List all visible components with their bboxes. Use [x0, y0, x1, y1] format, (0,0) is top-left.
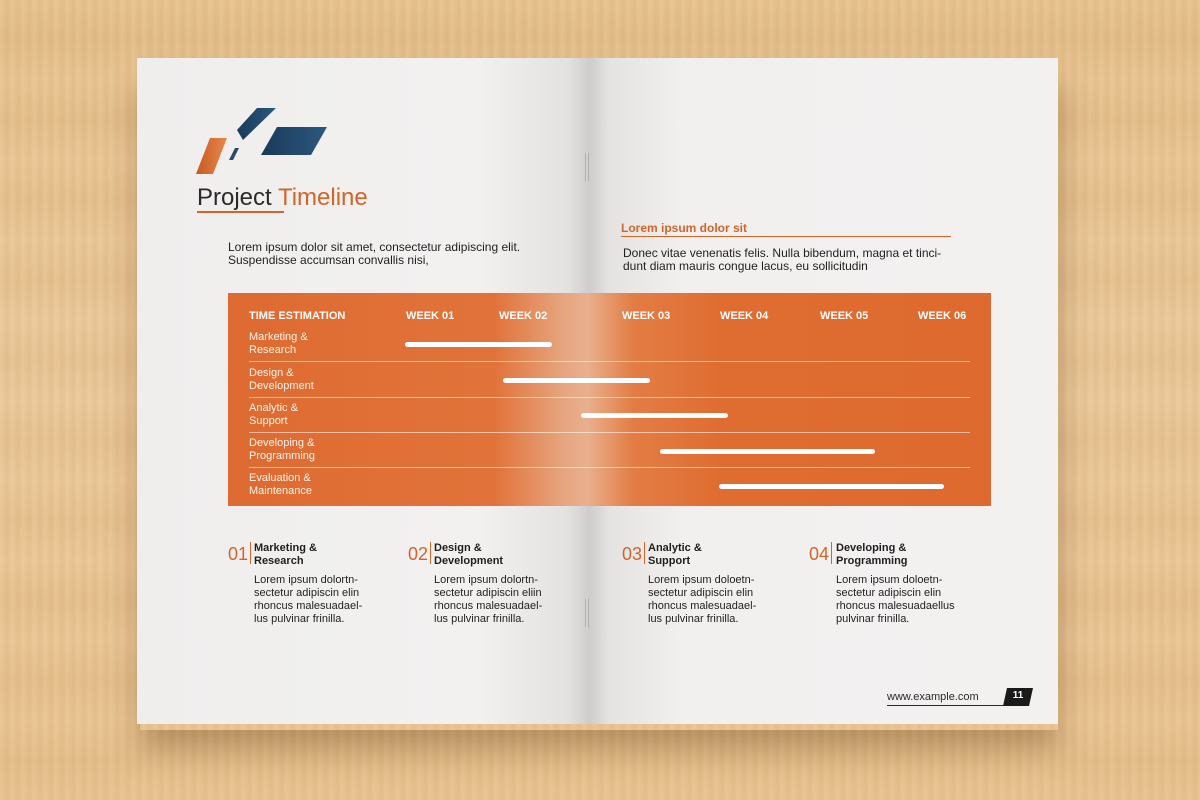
intro-left-line1: Lorem ipsum dolor sit amet, consectetur adipiscing elit.	[228, 240, 521, 254]
step-text-line: rhoncus malesuadaellus	[836, 600, 955, 612]
right-heading-underline	[621, 236, 951, 237]
row-label-line: Analytic &	[249, 402, 298, 414]
step-text-line: Lorem ipsum dolortn-	[254, 574, 358, 586]
step-text-01	[254, 574, 394, 626]
header-week-03: WEEK 03	[622, 310, 671, 322]
title-accent: Timeline	[277, 184, 368, 211]
header-week-06: WEEK 06	[918, 310, 967, 322]
header-time-estimation: TIME ESTIMATION	[249, 310, 346, 322]
step-title-line: Research	[254, 555, 304, 567]
row-label-line: Design &	[249, 367, 294, 379]
intro-left-line2: Suspendisse accumsan convallis nisi,	[228, 253, 429, 267]
step-title-line: Support	[648, 555, 691, 567]
row-label-marketing	[249, 331, 308, 357]
gantt-bar-marketing	[405, 342, 552, 347]
step-text-line: Lorem ipsum doloetn-	[648, 574, 755, 586]
step-text-line: lus pulvinar frinilla.	[434, 613, 525, 625]
row-separator	[249, 397, 970, 398]
step-text-line: sectetur adipiscin elin	[836, 587, 942, 599]
gantt-bar-design	[503, 378, 650, 383]
step-title-line: Developing &	[836, 542, 907, 554]
step-text-line: rhoncus malesuadael-	[648, 600, 757, 612]
step-title-line: Analytic &	[648, 542, 702, 554]
row-separator	[249, 467, 970, 468]
row-separator	[249, 361, 970, 362]
step-divider	[250, 542, 251, 564]
step-text-line: sectetur adipiscin elin	[648, 587, 754, 599]
step-title-line: Development	[434, 555, 504, 567]
right-heading: Lorem ipsum dolor sit	[621, 221, 748, 235]
gantt-bar-analytic	[581, 413, 728, 418]
step-text-line: lus pulvinar frinilla.	[254, 613, 345, 625]
row-label-analytic	[249, 402, 298, 428]
step-title-02	[434, 542, 503, 568]
row-label-design	[249, 367, 314, 393]
step-text-04	[836, 574, 976, 626]
page-number: 11	[1012, 690, 1024, 701]
gantt-bar-evaluation	[719, 484, 944, 489]
row-label-line: Evaluation &	[249, 472, 311, 484]
row-label-developing	[249, 437, 315, 463]
header-week-01: WEEK 01	[406, 310, 455, 322]
row-label-line: Support	[249, 415, 288, 427]
title-dark: Project	[197, 184, 272, 211]
row-label-line: Developing &	[249, 437, 315, 449]
step-title-line: Marketing &	[254, 542, 317, 554]
step-title-line: Design &	[434, 542, 482, 554]
row-label-line: Marketing &	[249, 331, 308, 343]
footer-url: www.example.com	[887, 691, 979, 703]
row-label-line: Development	[249, 380, 314, 392]
step-text-line: Lorem ipsum doloetn-	[836, 574, 943, 586]
step-text-line: lus pulvinar frinilla.	[648, 613, 739, 625]
step-number-04: 04	[809, 544, 830, 564]
row-label-evaluation	[249, 472, 312, 498]
step-title-04	[836, 542, 908, 568]
staple-bottom	[585, 598, 589, 628]
brand-logo-icon	[195, 108, 330, 178]
title-underline	[197, 211, 284, 213]
gantt-bar-developing	[660, 449, 876, 454]
row-label-line: Maintenance	[249, 485, 312, 497]
step-text-line: Lorem ipsum dolortn-	[434, 574, 538, 586]
step-text-line: sectetur adipiscin eliin	[434, 587, 542, 599]
intro-right-line2: dunt diam mauris congue lacus, eu sollicitudin	[623, 259, 868, 273]
step-text-line: pulvinar frinilla.	[836, 613, 910, 625]
step-title-03	[648, 542, 702, 568]
header-week-04: WEEK 04	[720, 310, 769, 322]
row-label-line: Programming	[249, 450, 316, 462]
intro-right-line1: Donec vitae venenatis felis. Nulla bibendum, magna et tinci-	[623, 246, 942, 260]
header-week-02: WEEK 02	[499, 310, 548, 322]
timeline-table	[228, 293, 991, 506]
footer-underline	[887, 705, 1005, 706]
step-number-02: 02	[408, 544, 429, 564]
row-label-line: Research	[249, 344, 297, 356]
step-number-01: 01	[228, 544, 249, 564]
step-text-line: sectetur adipiscin elin	[254, 587, 360, 599]
step-divider	[644, 542, 645, 564]
step-text-03	[648, 574, 788, 626]
step-title-01	[254, 542, 317, 568]
row-separator	[249, 432, 970, 433]
page-title	[197, 184, 368, 212]
header-week-05: WEEK 05	[820, 310, 869, 322]
step-number-03: 03	[622, 544, 643, 564]
step-title-line: Programming	[836, 555, 908, 567]
staple-top	[585, 152, 589, 182]
step-text-line: rhoncus malesuadael-	[254, 600, 363, 612]
step-divider	[430, 542, 431, 564]
intro-right	[623, 247, 958, 273]
step-text-02	[434, 574, 574, 626]
step-text-line: rhoncus malesuadael-	[434, 600, 543, 612]
intro-left	[228, 241, 558, 267]
step-divider	[831, 542, 832, 564]
